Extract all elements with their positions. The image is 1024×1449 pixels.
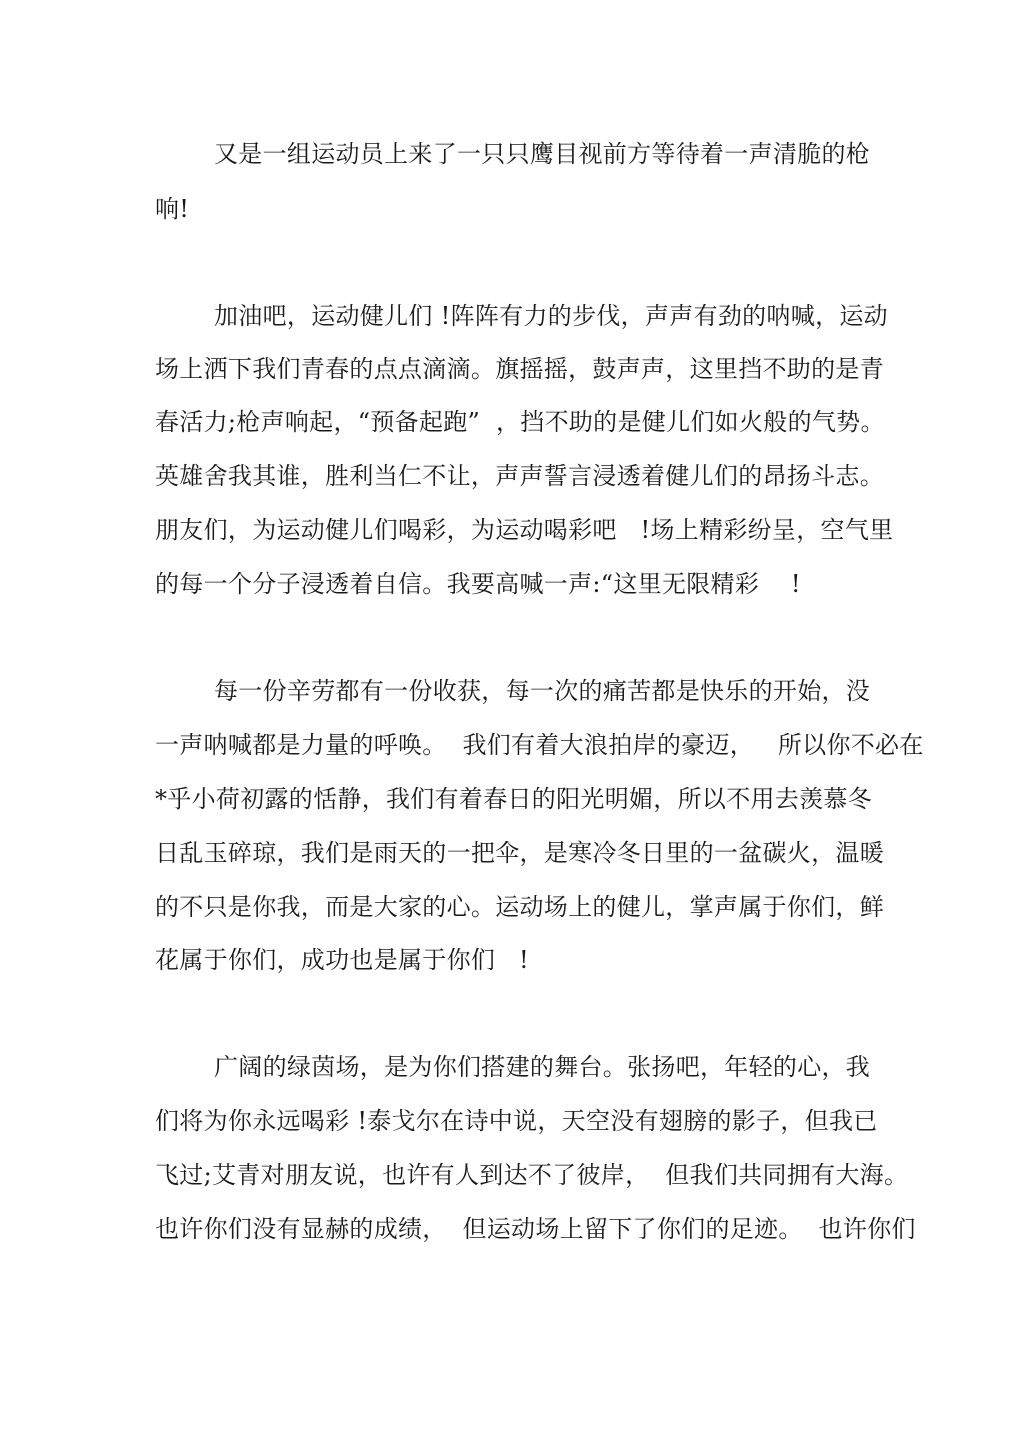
text-line: 飞过;艾青对朋友说，也许有人到达不了彼岸， 但我们共同拥有大海。: [155, 1161, 909, 1189]
text-line: 每一份辛劳都有一份收获，每一次的痛苦都是快乐的开始，没: [214, 677, 871, 705]
text-line: 响!: [155, 195, 190, 223]
text-line: 的每一个分子浸透着自信。我要高喊一声:“这里无限精彩 !: [155, 570, 801, 598]
text-line: 加油吧，运动健儿们 !阵阵有力的步伐，声声有劲的呐喊，运动: [214, 302, 888, 330]
text-line: 的不只是你我，而是大家的心。运动场上的健儿，掌声属于你们，鲜: [155, 893, 884, 921]
text-line: 们将为你永远喝彩 !泰戈尔在诗中说，天空没有翅膀的影子，但我已: [155, 1107, 878, 1135]
text-line: 一声呐喊都是力量的呼唤。 我们有着大浪拍岸的豪迈， 所以你不必在: [155, 731, 924, 759]
text-line: 春活力;枪声响起，“预备起跑” ，挡不助的是健儿们如火般的气势。: [155, 408, 885, 436]
text-line: 广阔的绿茵场，是为你们搭建的舞台。张扬吧，年轻的心，我: [214, 1053, 871, 1081]
text-line: 又是一组运动员上来了一只只鹰目视前方等待着一声清脆的枪: [214, 140, 871, 168]
text-line: 也许你们没有显赫的成绩， 但运动场上留下了你们的足迹。 也许你们: [155, 1215, 916, 1243]
text-line: 英雄舍我其谁，胜利当仁不让，声声誓言浸透着健儿们的昂扬斗志。: [155, 462, 884, 490]
text-line: 场上洒下我们青春的点点滴滴。旗摇摇，鼓声声，这里挡不助的是青: [155, 355, 884, 383]
text-line: 花属于你们，成功也是属于你们 !: [155, 946, 529, 974]
text-line: 日乱玉碎琼，我们是雨天的一把伞，是寒冷冬日里的一盆碳火，温暖: [155, 839, 884, 867]
text-line: 朋友们，为运动健儿们喝彩，为运动喝彩吧 !场上精彩纷呈，空气里: [155, 516, 894, 544]
text-line: *乎小荷初露的恬静，我们有着春日的阳光明媚，所以不用去羡慕冬: [155, 785, 872, 813]
